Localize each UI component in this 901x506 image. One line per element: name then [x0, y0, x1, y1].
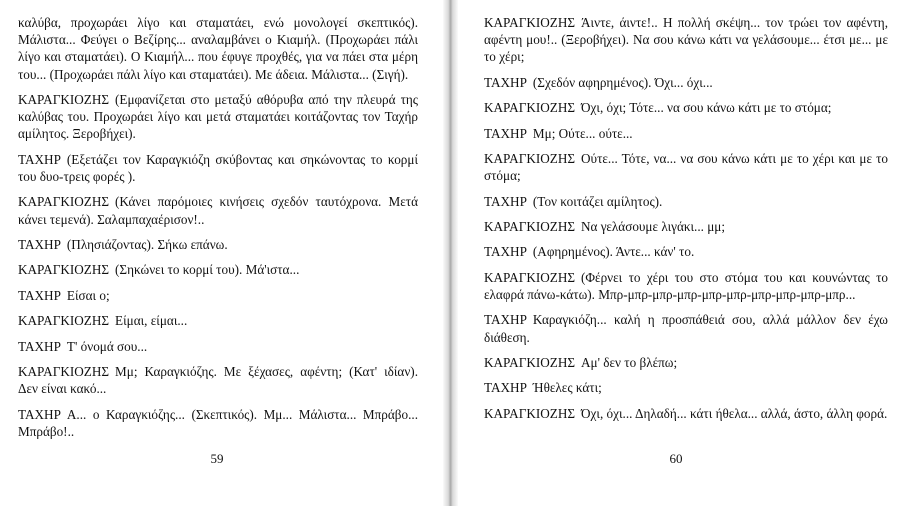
speaker-name: ΤΑΧΗΡ	[18, 151, 61, 167]
speaker-name: ΚΑΡΑΓΚΙΟΖΗΣ	[484, 15, 576, 30]
dialogue-text: Α... ο Καραγκιόζης... (Σκεπτικός). Μμ... Μάλιστα... Μπράβο... Μπράβο!..	[18, 406, 418, 439]
speaker-name: ΚΑΡΑΓΚΙΟΖΗΣ	[18, 92, 110, 107]
dialogue-text: Τ' όνομά σου...	[66, 338, 148, 354]
dialogue-text: (Φέρνει το χέρι του στο στόμα του και κουνώντας το ελαφρά πάνω-κάτω). Μπρ-μπρ-μπρ-μπρ-μπρ-μπρ-μπρ-μπρ-μπρ-μπρ...	[484, 269, 888, 302]
dialogue-paragraph	[484, 193, 888, 210]
dialogue-paragraph	[484, 74, 888, 91]
speaker-name: ΚΑΡΑΓΚΙΟΖΗΣ	[484, 150, 576, 166]
dialogue-paragraph	[18, 151, 418, 185]
speaker-name: ΚΑΡΑΓΚΙΟΖΗΣ	[484, 218, 576, 234]
dialogue-text: Ούτε... Τότε, να... να σου κάνω κάτι με το χέρι και με το στόμα;	[484, 150, 888, 184]
dialogue-text: Άιντε, άιντε!.. Η πολλή σκέψη... τον τρώει τον αφέντη, αφέντη μου!.. (Ξεροβήχει). Να σου κάνω κάτι να γελάσουμε... έτσι με... με το χέρι;	[484, 15, 888, 65]
speaker-name: ΤΑΧΗΡ	[484, 74, 527, 90]
dialogue-text: (Τον κοιτάζει αμίλητος).	[532, 193, 663, 209]
dialogue-text: (Εξετάζει τον Καραγκιόζη σκύβοντας και σηκώνοντας το κορμί του δυο-τρεις φορές ).	[18, 151, 418, 184]
dialogue-paragraph	[18, 287, 418, 304]
dialogue-text: καλύβα, προχωράει λίγο και σταματάει, ενώ μονολογεί σκεπτικός). Μάλιστα... Φεύγει ο Βεζίρης... αναλαμβάνει ο Κιαμήλ. (Προχωράει πάλι λίγο και σταματάει). Ο Κιαμήλ... που έφυγε προχθές, για να πάει στα μέρη του... (Προχωράει πάλι λίγο και σταματάει). Με άδεια. Μάλιστα... (Σιγή).	[18, 15, 418, 82]
dialogue-text: Μμ; Ούτε... ούτε...	[532, 125, 633, 141]
left-page-text	[18, 14, 418, 448]
speaker-name: ΚΑΡΑΓΚΙΟΖΗΣ	[18, 262, 110, 278]
dialogue-paragraph	[18, 312, 418, 329]
left-page	[0, 0, 443, 506]
dialogue-text: Αμ' δεν το βλέπω;	[581, 354, 678, 370]
speaker-name: ΚΑΡΑΓΚΙΟΖΗΣ	[484, 100, 576, 116]
speaker-name: ΤΑΧΗΡ	[18, 338, 61, 354]
speaker-name: ΤΑΧΗΡ	[18, 406, 61, 422]
speaker-name: ΚΑΡΑΓΚΙΟΖΗΣ	[18, 194, 110, 210]
dialogue-text: Να γελάσουμε λιγάκι... μμ;	[581, 218, 726, 234]
speaker-name: ΤΑΧΗΡ	[484, 125, 527, 141]
dialogue-text: Είμαι, είμαι...	[115, 313, 188, 329]
dialogue-text: Όχι, όχι; Τότε... να σου κάνω κάτι με το στόμα;	[581, 100, 832, 116]
dialogue-text: (Κάνει παρόμοιες κινήσεις σχεδόν ταυτόχρονα. Μετά κάνει τεμενά). Σαλαμπαχαέρισον!..	[18, 194, 418, 227]
dialogue-paragraph	[484, 150, 888, 184]
dialogue-paragraph	[18, 14, 418, 83]
speaker-name: ΚΑΡΑΓΚΙΟΖΗΣ	[484, 354, 576, 370]
speaker-name: ΤΑΧΗΡ	[18, 236, 61, 252]
speaker-name: ΚΑΡΑΓΚΙΟΖΗΣ	[484, 269, 576, 285]
right-page-number: 60	[669, 451, 683, 466]
dialogue-paragraph	[484, 405, 888, 422]
speaker-name: ΚΑΡΑΓΚΙΟΖΗΣ	[484, 405, 576, 421]
dialogue-paragraph	[484, 14, 888, 66]
dialogue-text: Μμ; Καραγκιόζης. Με ξέχασες, αφέντη; (Κατ' ιδίαν). Δεν είναι κακό...	[18, 363, 418, 397]
dialogue-text: Είσαι ο;	[66, 287, 110, 303]
book-gutter	[443, 0, 458, 506]
speaker-name: ΤΑΧΗΡ	[484, 380, 527, 396]
left-page-number: 59	[210, 451, 224, 466]
dialogue-paragraph	[18, 363, 418, 397]
dialogue-paragraph	[484, 99, 888, 116]
speaker-name: ΤΑΧΗΡ	[18, 287, 61, 303]
dialogue-paragraph	[484, 379, 888, 396]
dialogue-paragraph	[484, 218, 888, 235]
dialogue-paragraph	[484, 311, 888, 345]
speaker-name: ΚΑΡΑΓΚΙΟΖΗΣ	[18, 363, 110, 379]
dialogue-paragraph	[18, 193, 418, 227]
dialogue-paragraph	[18, 236, 418, 253]
speaker-name: ΤΑΧΗΡ	[484, 193, 527, 209]
dialogue-text: Ήθελες κάτι;	[532, 380, 602, 396]
right-page-text	[484, 14, 888, 430]
dialogue-text: (Αφηρημένος). Άντε... κάν' το.	[532, 244, 695, 260]
dialogue-paragraph	[484, 354, 888, 371]
dialogue-text: (Εμφανίζεται στο μεταξύ αθόρυβα από την πλευρά της καλύβας του. Προχωράει λίγο και μετά σταματάει κοιτάζοντας τον Ταχήρ αμίλητος. Ξεροβήχει).	[18, 92, 418, 142]
speaker-name: ΤΑΧΗΡ	[484, 244, 527, 260]
speaker-name: ΤΑΧΗΡ	[484, 312, 527, 328]
dialogue-paragraph	[484, 125, 888, 142]
right-page	[458, 0, 901, 506]
dialogue-text: Καραγκιόζη... καλή η προσπάθειά σου, αλλά μάλλον δεν έχω διάθεση.	[484, 312, 888, 345]
dialogue-paragraph	[18, 261, 418, 278]
speaker-name: ΚΑΡΑΓΚΙΟΖΗΣ	[18, 313, 110, 329]
dialogue-paragraph	[18, 91, 418, 143]
dialogue-text: (Πλησιάζοντας). Σήκω επάνω.	[66, 236, 228, 252]
dialogue-paragraph	[18, 406, 418, 440]
dialogue-paragraph	[484, 269, 888, 303]
dialogue-paragraph	[484, 243, 888, 260]
dialogue-paragraph	[18, 338, 418, 355]
dialogue-text: (Σχεδόν αφηρημένος). Όχι... όχι...	[532, 74, 713, 90]
dialogue-text: Όχι, όχι... Δηλαδή... κάτι ήθελα... αλλά, άστο, άλλη φορά.	[581, 405, 888, 421]
dialogue-text: (Σηκώνει το κορμί του). Μά'ιστα...	[115, 262, 300, 278]
